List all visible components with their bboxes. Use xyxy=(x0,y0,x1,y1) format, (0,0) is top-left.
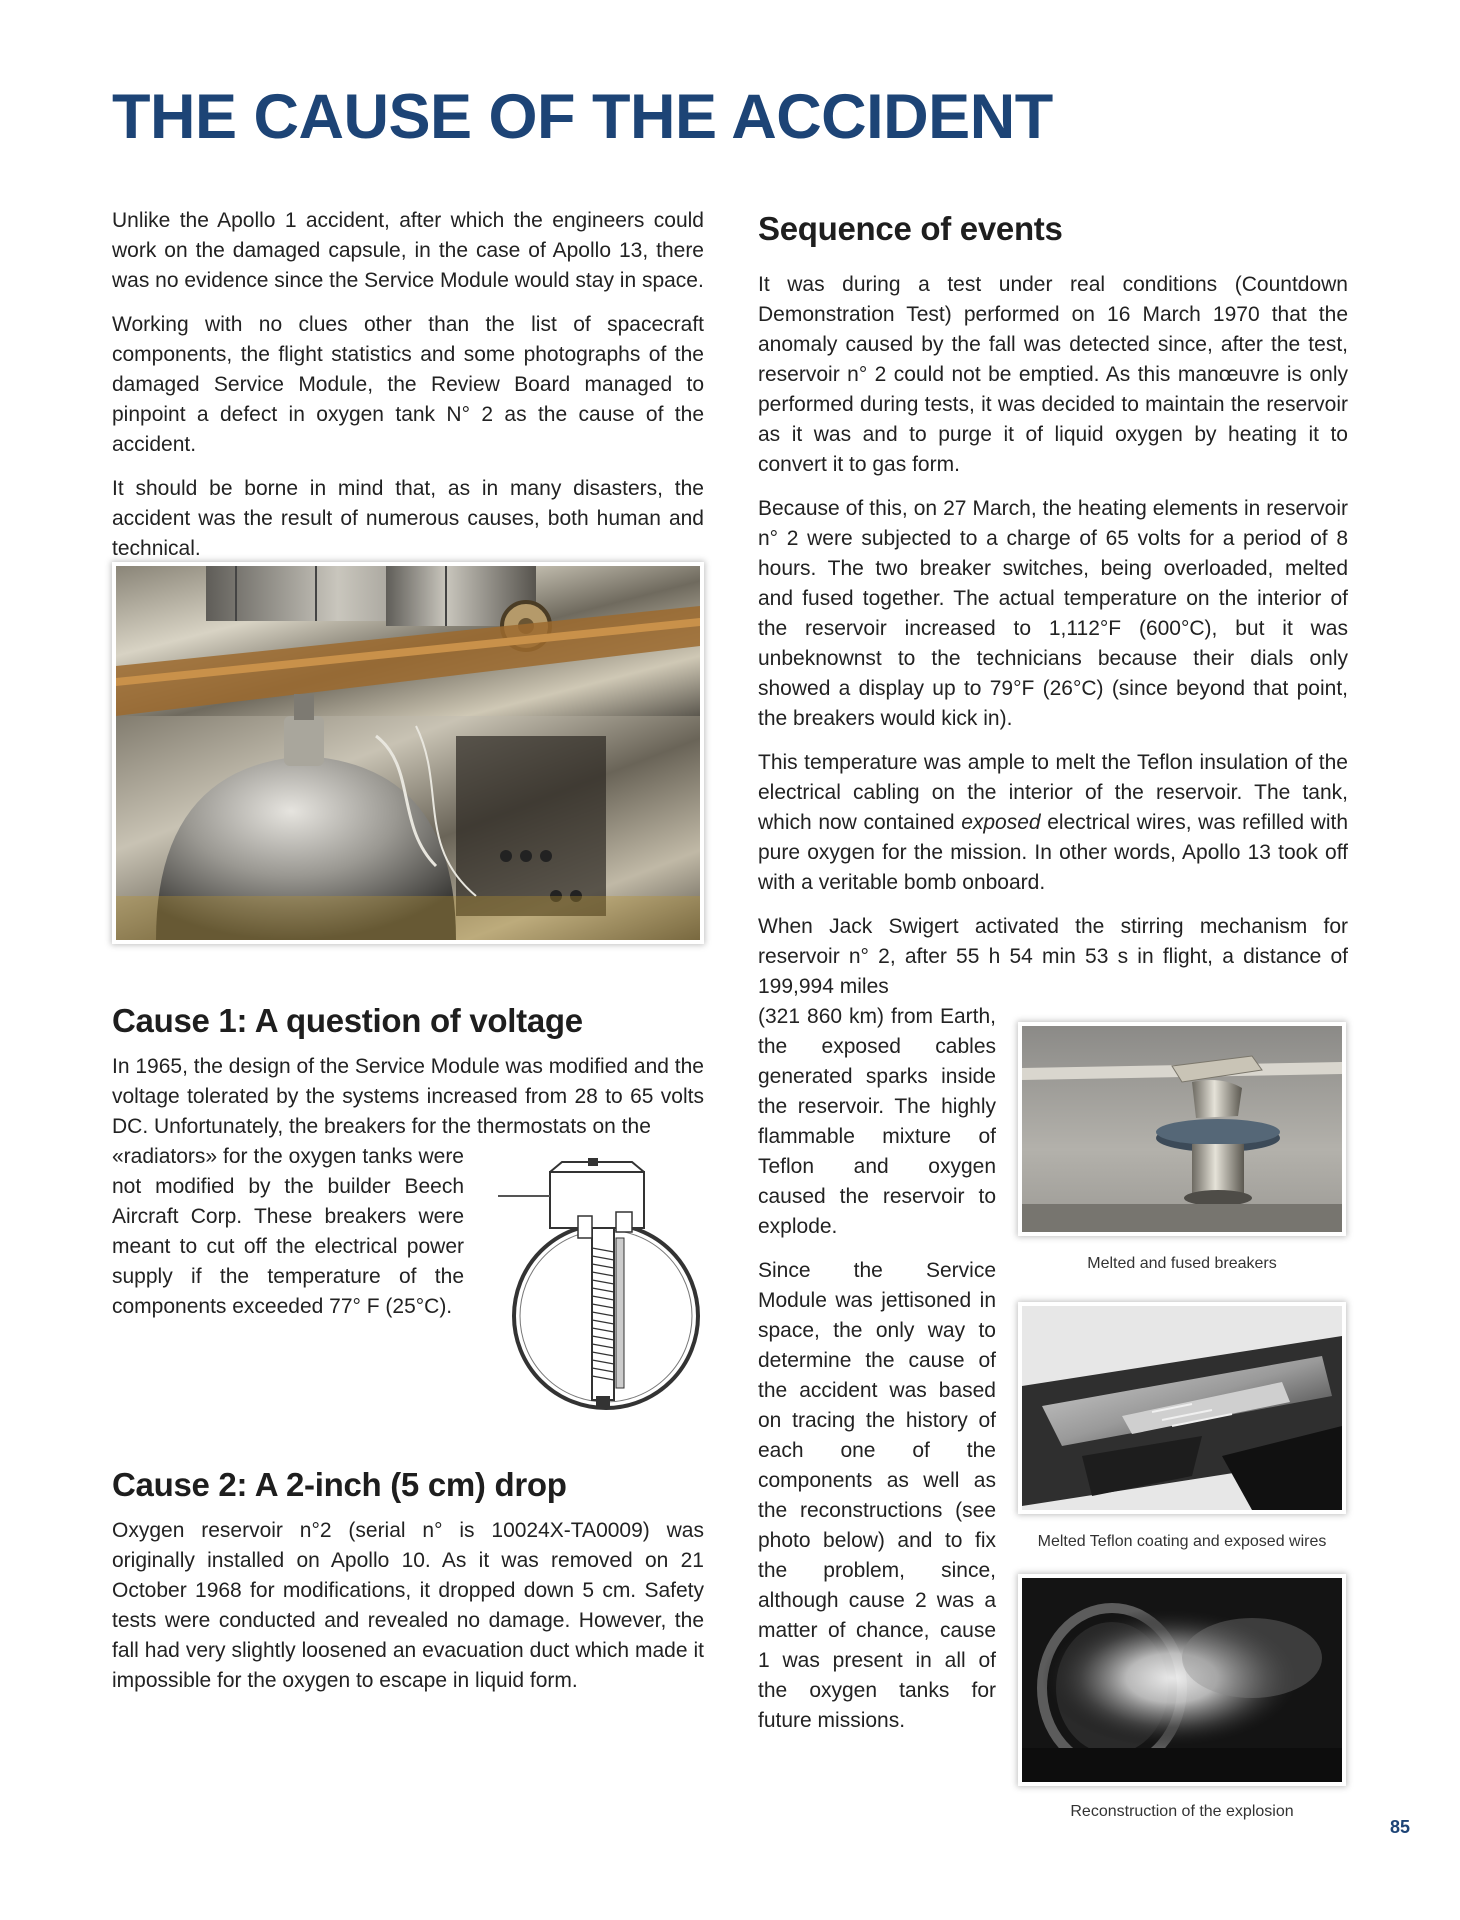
explosion-caption: Reconstruction of the explosion xyxy=(1070,1803,1294,1820)
sequence-paragraph-3-end: electrical wires, was refilled with pure oxygen for the mission. In other words, Apollo 13 took off with a veritable bomb onboard. xyxy=(758,811,1348,894)
explosion-photo xyxy=(1022,1578,1342,1782)
cause2-heading: Cause 2: A 2-inch (5 cm) drop xyxy=(112,1466,567,1503)
cause2-section xyxy=(112,1466,704,1710)
sequence-section xyxy=(758,210,1348,1750)
explosion-illustration xyxy=(1022,1578,1342,1782)
intro-paragraph-2: Working with no clues other than the list of spacecraft components, the flight statistics and some photographs of the damaged Service Module, the Review Board managed to pinpoint a defect in oxygen tank N° 2 as the cause of the accident. xyxy=(112,313,704,456)
breakers-illustration xyxy=(1022,1026,1342,1232)
teflon-photo xyxy=(1022,1306,1342,1510)
sequence-paragraph-3-emphasis: exposed xyxy=(961,811,1041,834)
breakers-photo xyxy=(1022,1026,1342,1232)
service-module-photo xyxy=(116,566,700,940)
sequence-paragraph-3-start: This temperature was ample to melt the Teflon insulation of the electrical cabling on the interior of the reservoir. The tank, which now contained xyxy=(758,751,1348,834)
teflon-illustration xyxy=(1022,1306,1342,1510)
cause1-text-full: In 1965, the design of the Service Module was modified and the voltage tolerated by the systems increased from 28 to 65 volts DC. Unfortunately, the breakers for the thermostats on the xyxy=(112,1055,704,1138)
oxygen-tank-diagram xyxy=(488,1158,706,1418)
sequence-paragraph-4-full: When Jack Swigert activated the stirring mechanism for reservoir n° 2, after 55 h 54 min 53 s in flight, a distance of 199,994 miles xyxy=(758,915,1348,998)
sequence-paragraph-3 xyxy=(758,748,1348,898)
page-title: THE CAUSE OF THE ACCIDENT xyxy=(112,82,1053,152)
cause2-text: Oxygen reservoir n°2 (serial n° is 10024X-TA0009) was originally installed on Apollo 10. As it was removed on 21 October 1968 for modifications, it dropped down 5 cm. Safety tests were conducted and revealed no damage. However, the fall had very slightly loosened an evacuation duct which made it impossible for the oxygen to escape in liquid form. xyxy=(112,1519,704,1692)
teflon-caption: Melted Teflon coating and exposed wires xyxy=(1037,1533,1327,1550)
intro-paragraph-1: Unlike the Apollo 1 accident, after which the engineers could work on the damaged capsule, in the case of Apollo 13, there was no evidence since the Service Module would stay in space. xyxy=(112,209,704,292)
intro-paragraph-3: It should be borne in mind that, as in many disasters, the accident was the result of numerous causes, both human and technical. xyxy=(112,477,704,560)
cause1-text-narrow: «radiators» for the oxygen tanks were not modified by the builder Beech Aircraft Corp. These breakers were meant to cut off the electrical power supply if the temperature of the components exceeded 77° F (25°C). xyxy=(112,1145,464,1318)
sequence-heading: Sequence of events xyxy=(758,210,1063,247)
sequence-paragraph-2: Because of this, on 27 March, the heating elements in reservoir n° 2 were subjected to a charge of 65 volts for a period of 8 hours. The two breaker switches, being overloaded, melted and fused together. The actual temperature on the interior of the reservoir increased to 1,112°F (600°C), but it was unbeknownst to the technicians because their dials only showed a display up to 79°F (26°C) (since beyond that point, the breakers would kick in). xyxy=(758,497,1348,730)
sequence-paragraph-4-narrow: (321 860 km) from Earth, the exposed cables generated sparks inside the reservoir. The highly flammable mixture of Teflon and oxygen caused the reservoir to explode. xyxy=(758,1005,996,1238)
breakers-caption: Melted and fused breakers xyxy=(1087,1255,1277,1272)
oxygen-tank-diagram-illustration xyxy=(488,1158,706,1418)
left-column xyxy=(112,206,704,578)
sequence-paragraph-5: Since the Service Module was jettisoned in space, the only way to determine the cause of the accident was based on tracing the history of each one of the components as well as the reconstructions (see photo below) and to fix the problem, since, although cause 2 was a matter of chance, cause 1 was present in all of the oxygen tanks for future missions. xyxy=(758,1259,996,1732)
cause1-heading: Cause 1: A question of voltage xyxy=(112,1002,583,1039)
service-module-illustration xyxy=(116,566,700,940)
page-number: 85 xyxy=(1389,1817,1410,1837)
sequence-paragraph-1: It was during a test under real conditions (Countdown Demonstration Test) performed on 16 March 1970 that the anomaly caused by the fall was detected since, after the test, reservoir n° 2 could not be emptied. As this manœuvre is only performed during tests, it was decided to maintain the reservoir as it was and to purge it of liquid oxygen by heating it to convert it to gas form. xyxy=(758,273,1348,476)
